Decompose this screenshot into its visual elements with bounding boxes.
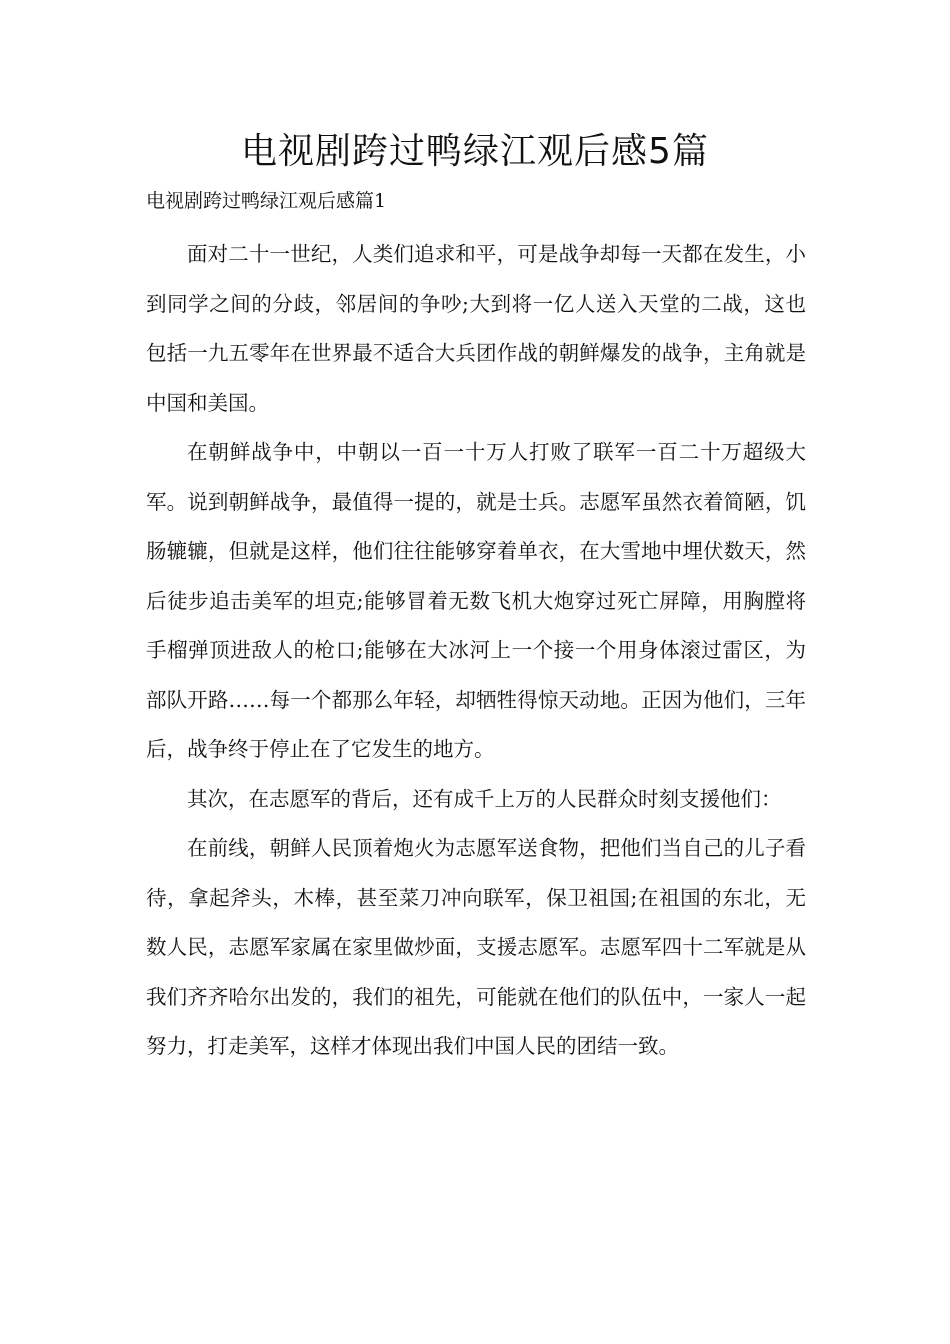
paragraph: 在前线，朝鲜人民顶着炮火为志愿军送食物，把他们当自己的儿子看待，拿起斧头，木棒，甚至菜刀冲向联军，保卫祖国;在祖国的东北，无数人民，志愿军家属在家里做炒面，支援志愿军。志愿军四十二军就是从我们齐齐哈尔出发的，我们的祖先，可能就在他们的队伍中，一家人一起努力，打走美军，这样才体现出我们中国人民的团结一致。: [146, 836, 806, 1058]
paragraph: 面对二十一世纪，人类们追求和平，可是战争却每一天都在发生，小到同学之间的分歧，邻居间的争吵;大到将一亿人送入天堂的二战，这也包括一九五零年在世界最不适合大兵团作战的朝鲜爆发的战争，主角就是中国和美国。: [146, 242, 806, 415]
paragraph: 其次，在志愿军的背后，还有成千上万的人民群众时刻支援他们：: [187, 786, 782, 811]
body-text: [146, 230, 806, 1072]
section-heading: 电视剧跨过鸭绿江观后感篇1: [146, 190, 387, 212]
document-title: 电视剧跨过鸭绿江观后感5篇: [241, 131, 709, 172]
paragraph: 在朝鲜战争中，中朝以一百一十万人打败了联军一百二十万超级大军。说到朝鲜战争，最值得一提的，就是士兵。志愿军虽然衣着简陋，饥肠辘辘，但就是这样，他们往往能够穿着单衣，在大雪地中埋伏数天，然后徒步追击美军的坦克;能够冒着无数飞机大炮穿过死亡屏障，用胸膛将手榴弹顶进敌人的枪口;能够在大冰河上一个接一个用身体滚过雷区，为部队开路……每一个都那么年轻，却牺牲得惊天动地。正因为他们，三年后，战争终于停止在了它发生的地方。: [146, 440, 806, 761]
